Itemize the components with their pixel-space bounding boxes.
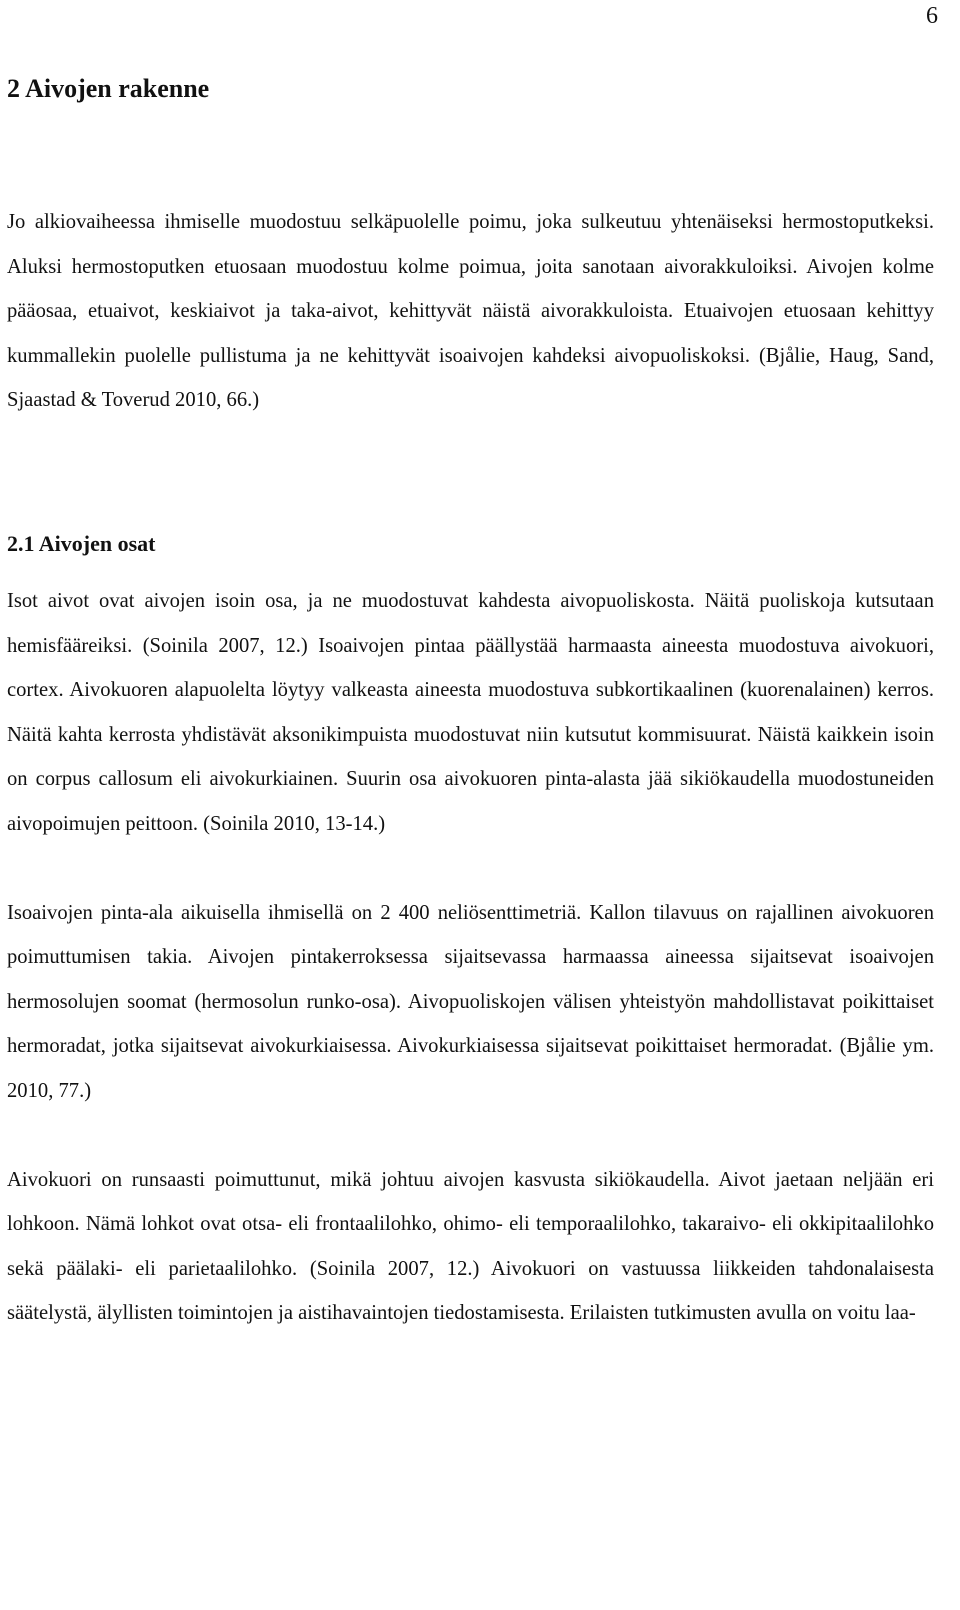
document-body [7,72,934,1336]
page-number: 6 [926,3,938,29]
body-paragraph-3: Aivokuori on runsaasti poimuttunut, mikä johtuu aivojen kasvusta sikiökaudella. Aivot jaetaan neljään eri lohkoon. Nämä lohkot ovat otsa- eli frontaalilohko, ohimo- eli temporaalilohko, takaraivo- eli okkipitaalilohko sekä päälaki- eli parietaalilohko. (Soinila 2007, 12.) Aivokuori on vastuussa liikkeiden tahdonalaisesta säätelystä, älyllisten toimintojen ja aistihavaintojen tiedostamisesta. Erilaisten tutkimusten avulla on voitu laa- [7,1168,934,1325]
section-heading: 2.1 Aivojen osat [7,530,156,556]
body-paragraph-2: Isoaivojen pinta-ala aikuisella ihmisellä on 2 400 neliösenttimetriä. Kallon tilavuus on rajallinen aivokuoren poimuttumisen takia. Aivojen pintakerroksessa sijaitsevassa harmaassa aineessa sijaitsevat isoaivojen hermosolujen soomat (hermosolun runko-osa). Aivopuoliskojen välisen yhteistyön mahdollistavat poikittaiset hermoradat, jotka sijaitsevat aivokurkiaisessa. Aivokurkiaisessa sijaitsevat poikittaiset hermoradat. (Bjålie ym. 2010, 77.) [7,901,934,1102]
intro-paragraph: Jo alkiovaiheessa ihmiselle muodostuu selkäpuolelle poimu, joka sulkeutuu yhtenäiseksi hermostoputkeksi. Aluksi hermostoputken etuosaan muodostuu kolme poimua, joita sanotaan aivorakkuloiksi. Aivojen kolme pääosaa, etuaivot, keskiaivot ja taka-aivot, kehittyvät näistä aivorakkuloista. Etuaivojen etuosaan kehittyy kummallekin puolelle pullistuma ja ne kehittyvät isoaivojen kahdeksi aivopuoliskoksi. (Bjålie, Haug, Sand, Sjaastad & Toverud 2010, 66.) [7,211,934,412]
chapter-heading: 2 Aivojen rakenne [7,74,210,103]
body-paragraph-1: Isot aivot ovat aivojen isoin osa, ja ne muodostuvat kahdesta aivopuoliskosta. Näitä puoliskoja kutsutaan hemisfääreiksi. (Soinila 2007, 12.) Isoaivojen pintaa päällystää harmaasta aineesta muodostuva aivokuori, cortex. Aivokuoren alapuolelta löytyy valkeasta aineesta muodostuva subkortikaalinen (kuorenalainen) kerros. Näitä kahta kerrosta yhdistävät aksonikimpuista muodostuvat niin kutsutut kommisuurat. Näistä kaikkein isoin on corpus callosum eli aivokurkiainen. Suurin osa aivokuoren pinta-alasta jää sikiökaudella muodostuneiden aivopoimujen peittoon. (Soinila 2010, 13-14.) [7,589,934,835]
